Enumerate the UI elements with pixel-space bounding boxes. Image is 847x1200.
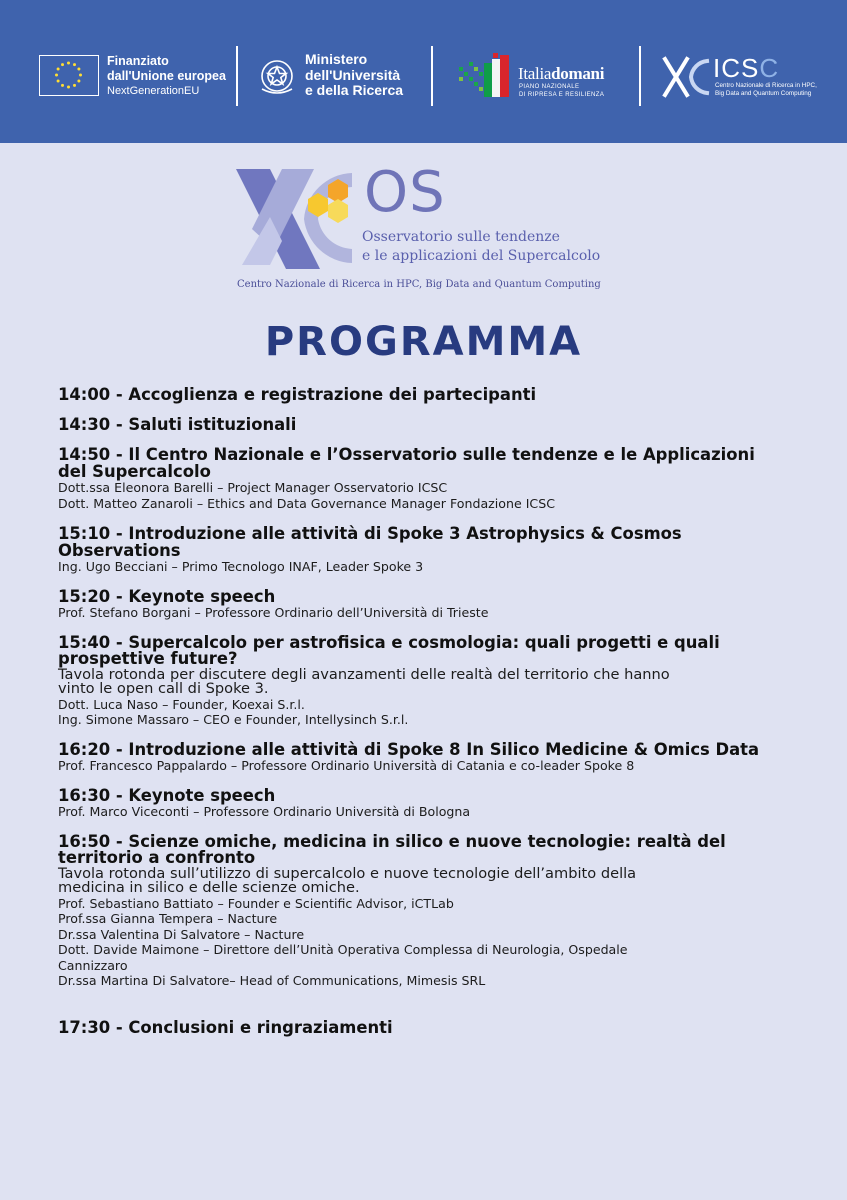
schedule-item-heading: 17:30 - Conclusioni e ringraziamenti [58,1017,393,1037]
schedule-item-description: Tavola rotonda per discutere degli avanzamenti delle realtà del territorio che hanno [58,665,670,683]
italiadomani-subtitle [519,84,604,99]
icsc-subtitle [715,82,817,98]
eu-line-1: Finanziato [107,54,169,68]
eu-line-2: dall'Unione europea [107,69,226,83]
schedule-item-speaker: Dott. Matteo Zanaroli – Ethics and Data Governance Manager Fondazione ICSC [58,495,556,511]
ministry-name [305,52,403,99]
schedule-item-description: medicina in silico e delle scienze omiche. [58,879,360,897]
schedule-item-speaker: Cannizzaro [58,957,128,973]
ministry-line-3: e della Ricerca [305,82,404,98]
header-band [0,0,847,143]
schedule-item-speaker: Prof. Stefano Borgani – Professore Ordinario dell’Università di Trieste [58,605,489,620]
republic-emblem-icon [257,55,297,97]
schedule-item-heading: 15:40 - Supercalcolo per astrofisica e cosmologia: quali progetti e quali [58,632,720,652]
eu-line-3: NextGenerationEU [107,85,200,97]
schedule-item-heading: 16:50 - Scienze omiche, medicina in silico e nuove tecnologie: realtà del [58,831,726,851]
italiadomani-name [518,64,604,84]
schedule-item-heading: Observations [58,540,181,560]
italiadomani-name-b: domani [551,64,605,83]
schedule-item-speaker: Dr.ssa Valentina Di Salvatore – Nacture [58,926,305,942]
schedule-item [58,785,838,820]
icsc-sub-2: Big Data and Quantum Computing [715,90,812,97]
icsc-sub-1: Centro Nazionale di Ricerca in HPC, [715,82,817,89]
schedule-item [58,632,838,728]
italiadomani-sub-1: PIANO NAZIONALE [519,84,580,90]
schedule-item [58,447,838,511]
schedule-item [58,739,838,774]
page-title: PROGRAMMA [264,319,583,365]
schedule-item-heading: del Supercalcolo [58,461,211,481]
os-desc-line-2: e le applicazioni del Supercalcolo [362,248,601,264]
schedule-item-speaker: Dott.ssa Eleonora Barelli – Project Manager Osservatorio ICSC [58,480,448,495]
schedule-item-description: vinto le open call di Spoke 3. [58,680,269,698]
schedule-item-speaker: Dott. Luca Naso – Founder, Koexai S.r.l. [58,696,305,712]
ministry-line-1: Ministero [305,51,368,67]
schedule-item-speaker: Prof. Marco Viceconti – Professore Ordinario Università di Bologna [58,804,471,820]
header-divider [639,46,641,106]
schedule-item [58,586,838,621]
schedule-list [58,387,838,1036]
schedule-item-heading: territorio a confronto [58,848,256,868]
schedule-item-speaker: Ing. Ugo Becciani – Primo Tecnologo INAF, Leader Spoke 3 [58,559,424,574]
schedule-item-heading: 14:30 - Saluti istituzionali [58,414,297,434]
schedule-item-heading: 15:10 - Introduzione alle attività di Spoke 3 Astrophysics & Cosmos [58,524,682,543]
schedule-item-heading: 15:20 - Keynote speech [58,586,276,606]
schedule-item-heading: 16:30 - Keynote speech [58,785,276,805]
header-divider [236,46,238,106]
italiadomani-logo-icon [457,53,515,101]
italiadomani-sub-2: DI RIPRESA E RESILIENZA [519,91,605,98]
os-logo-icon [234,165,364,273]
schedule-item-speaker: Prof. Francesco Pappalardo – Professore Ordinario Università di Catania e co-leader Spoke 8 [58,758,635,774]
schedule-item-speaker: Dott. Davide Maimone – Direttore dell’Unità Operativa Complessa di Neurologia, Ospedale [58,942,628,958]
schedule-item-speaker: Prof.ssa Gianna Tempera – Nacture [58,911,278,927]
schedule-item-heading: 14:50 - Il Centro Nazionale e l’Osservatorio sulle tendenze e le Applicazioni [58,445,755,464]
schedule-item-description: Tavola rotonda sull’utilizzo di supercalcolo e nuove tecnologie dell’ambito della [58,864,637,882]
icsc-name [713,55,779,81]
ministry-line-2: dell'Università [305,66,401,83]
schedule-item [58,387,838,404]
italiadomani-name-a: Italia [518,64,552,83]
eu-flag-icon [39,55,99,96]
schedule-item-heading: 14:00 - Accoglienza e registrazione dei partecipanti [58,385,537,404]
schedule-item-speaker: Prof. Sebastiano Battiato – Founder e Scientific Advisor, iCTLab [58,895,454,911]
header-divider [431,46,433,106]
schedule-item-speaker: Ing. Simone Massaro – CEO e Founder, Intellysinch S.r.l. [58,712,409,728]
os-title: OS [364,160,446,225]
icsc-name-a: ICS [713,53,760,83]
schedule-item [58,526,838,575]
schedule-item-heading: 16:20 - Introduzione alle attività di Spoke 8 In Silico Medicine & Omics Data [58,739,760,759]
eu-funding-text [107,54,226,99]
schedule-item [58,1017,838,1037]
icsc-logo-icon [661,55,713,99]
os-desc-line-1: Osservatorio sulle tendenze [362,229,560,245]
os-center-name: Centro Nazionale di Ricerca in HPC, Big Data and Quantum Computing [237,279,601,290]
schedule-item [58,414,838,434]
icsc-name-b: C [759,53,780,83]
schedule-item-heading: prospettive future? [58,649,238,668]
schedule-item-speaker: Dr.ssa Martina Di Salvatore– Head of Communications, Mimesis SRL [58,973,486,989]
schedule-item [58,831,838,989]
os-description [362,228,600,266]
